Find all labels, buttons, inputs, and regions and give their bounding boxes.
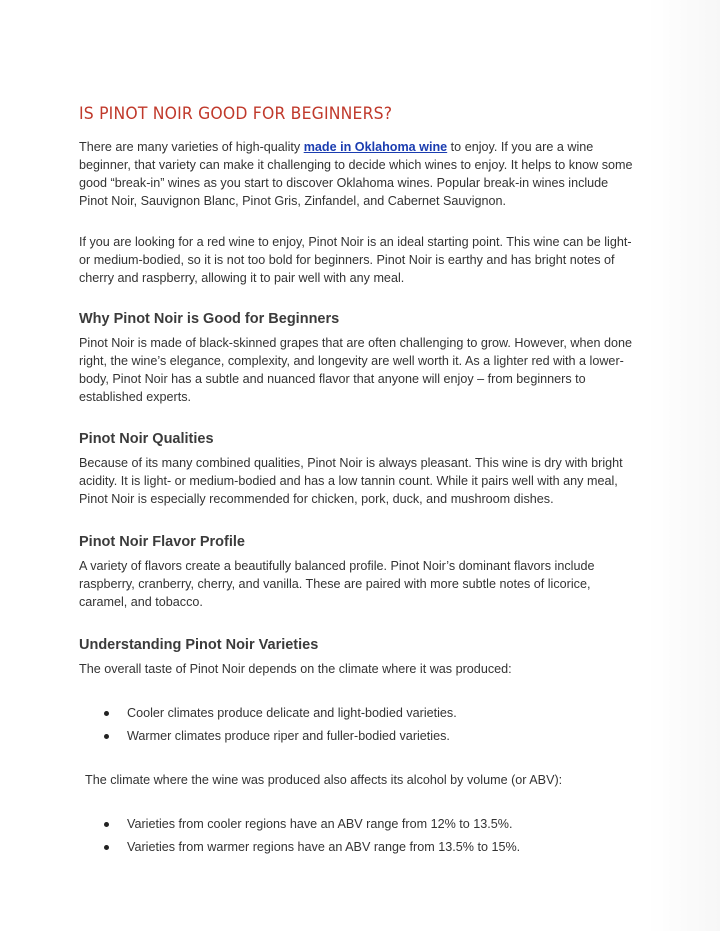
list-item: Warmer climates produce riper and fuller-bodied varieties. (79, 725, 639, 748)
list-item: Varieties from cooler regions have an ABV range from 12% to 13.5%. (79, 813, 639, 836)
section-body-flavor: A variety of flavors create a beautifully balanced profile. Pinot Noir’s dominant flavors include raspberry, cranberry, cherry, and vanilla. These are paired with more subtle notes of licorice, caramel, and tobacco. (79, 559, 595, 609)
bullet-icon (104, 711, 109, 716)
section-heading-why: Why Pinot Noir is Good for Beginners (79, 311, 340, 327)
bullet-icon (104, 734, 109, 739)
section-heading-flavor: Pinot Noir Flavor Profile (79, 534, 245, 550)
section-heading-varieties: Understanding Pinot Noir Varieties (79, 637, 319, 653)
bullet-icon (104, 845, 109, 850)
intro-text-start: There are many varieties of high-quality (79, 140, 304, 154)
section-heading-qualities: Pinot Noir Qualities (79, 431, 214, 447)
bullet-icon (104, 822, 109, 827)
abv-list (79, 813, 639, 859)
page-title: IS PINOT NOIR GOOD FOR BEGINNERS? (79, 104, 393, 124)
list-item: Cooler climates produce delicate and light-bodied varieties. (79, 702, 639, 725)
intro-paragraph (79, 138, 639, 210)
section-body-qualities: Because of its many combined qualities, Pinot Noir is always pleasant. This wine is dry with bright acidity. It is light- or medium-bodied and has a low tannin count. While it pairs well with any meal, Pinot Noir is especially recommended for chicken, pork, duck, and mushroom dishes. (79, 456, 623, 506)
climate-list (79, 702, 639, 748)
abv-intro: The climate where the wine was produced also affects its alcohol by volume (or ABV): (85, 773, 563, 787)
red-wine-paragraph: If you are looking for a red wine to enjoy, Pinot Noir is an ideal starting point. This wine can be light- or medium-bodied, so it is not too bold for beginners. Pinot Noir is earthy and has bright notes of cherry and raspberry, allowing it to pair well with any meal. (79, 235, 632, 285)
section-body-why: Pinot Noir is made of black-skinned grapes that are often challenging to grow. However, when done right, the wine’s elegance, complexity, and longevity are well worth it. As a lighter red with a lower-body, Pinot Noir has a subtle and nuanced flavor that anyone will enjoy – from beginners to established experts. (79, 336, 633, 404)
intro-text-end: to enjoy. If you are a wine beginner, that variety can make it challenging to decide which wines to enjoy. It helps to know some good “break-in” wines as you start to discover Oklahoma wines. Popular break-in wines include Pinot Noir, Sauvignon Blanc, Pinot Gris, Zinfandel, and Cabernet Sauvignon. (79, 140, 633, 208)
section-body-varieties: The overall taste of Pinot Noir depends on the climate where it was produced: (79, 662, 512, 676)
list-item: Varieties from warmer regions have an ABV range from 13.5% to 15%. (79, 836, 639, 859)
oklahoma-wine-link[interactable]: made in Oklahoma wine (303, 140, 448, 154)
